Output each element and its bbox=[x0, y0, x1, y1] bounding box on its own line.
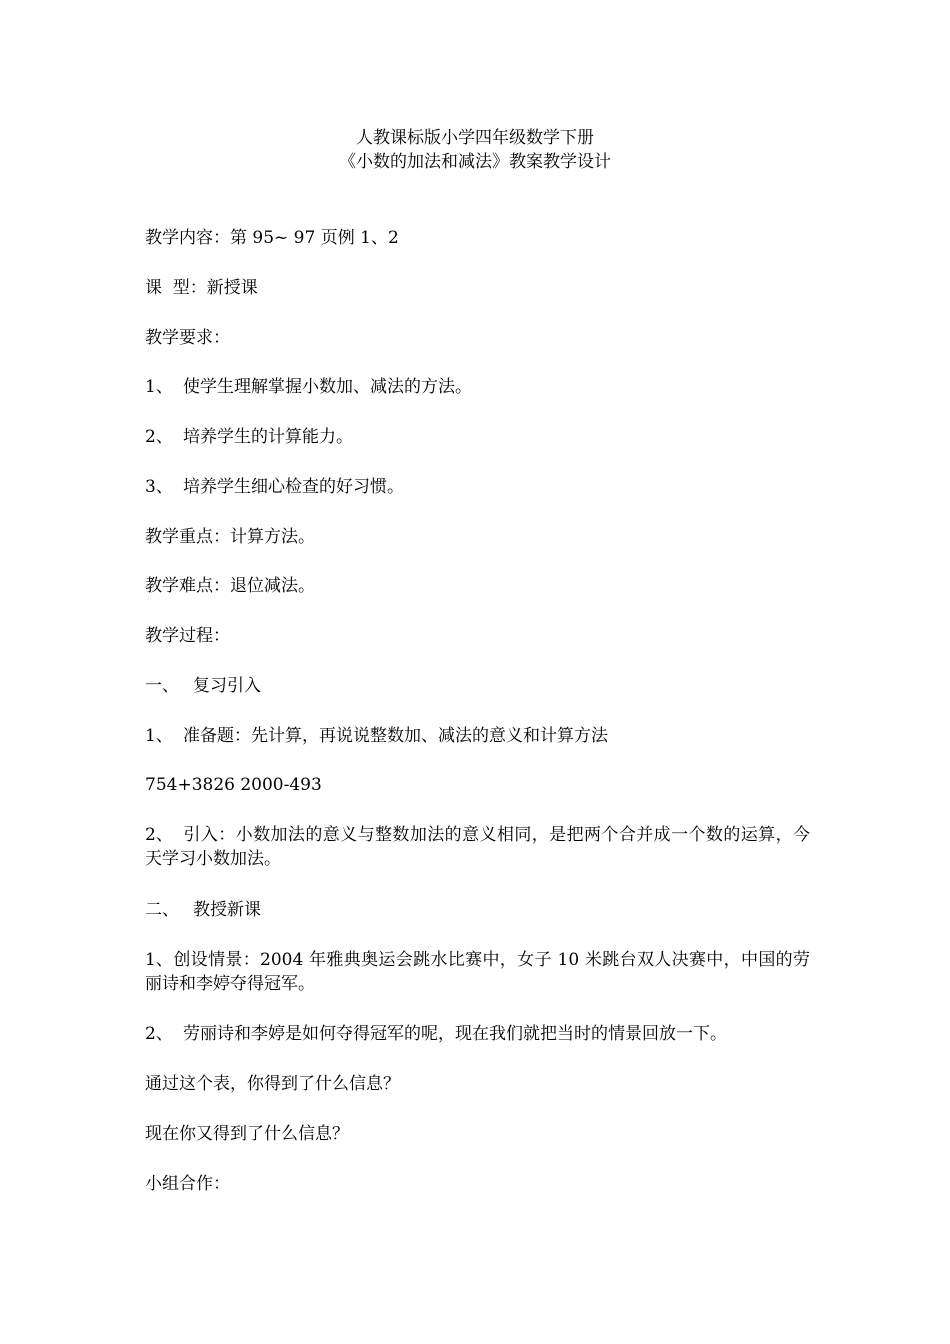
requirement-number: 1、 bbox=[145, 377, 173, 397]
item-text: 引入：小数加法的意义与整数加法的意义相同，是把两个合并成一个数的运算，今天学习小数加法。 bbox=[145, 825, 810, 869]
section-number: 一、 bbox=[145, 676, 179, 696]
item-number: 1、 bbox=[145, 950, 173, 970]
item-text: 劳丽诗和李婷是如何夺得冠军的呢，现在我们就把当时的情景回放一下。 bbox=[183, 1024, 727, 1044]
item-text: 准备题：先计算，再说说整数加、减法的意义和计算方法 bbox=[183, 726, 608, 746]
section-heading-review bbox=[145, 674, 261, 698]
item-number: 1、 bbox=[145, 726, 173, 746]
requirement-text: 培养学生细心检查的好习惯。 bbox=[183, 477, 404, 497]
requirement-item-3 bbox=[145, 475, 404, 499]
section-heading-new-lesson bbox=[145, 898, 261, 922]
review-item-2 bbox=[145, 823, 810, 871]
review-calculation: 754+3826 2000-493 bbox=[145, 775, 322, 795]
question-table-info: 通过这个表，你得到了什么信息？ bbox=[145, 1074, 400, 1094]
process-heading: 教学过程： bbox=[145, 626, 230, 646]
teaching-content: 教学内容：第 95~ 97 页例 1、2 bbox=[145, 228, 399, 248]
new-lesson-item-1 bbox=[145, 948, 810, 996]
difficulty: 教学难点：退位减法。 bbox=[145, 576, 315, 596]
review-item-1 bbox=[145, 724, 608, 748]
section-title: 教授新课 bbox=[193, 900, 261, 920]
requirement-number: 3、 bbox=[145, 477, 173, 497]
requirement-item-1 bbox=[145, 375, 472, 399]
question-new-info: 现在你又得到了什么信息？ bbox=[145, 1124, 349, 1144]
item-number: 2、 bbox=[145, 825, 173, 845]
requirement-text: 培养学生的计算能力。 bbox=[183, 427, 353, 447]
requirement-item-2 bbox=[145, 425, 353, 449]
item-number: 2、 bbox=[145, 1024, 173, 1044]
group-cooperation: 小组合作： bbox=[145, 1174, 230, 1194]
section-number: 二、 bbox=[145, 900, 179, 920]
document-title-line2: 《小数的加法和减法》教案教学设计 bbox=[339, 152, 611, 172]
new-lesson-item-2 bbox=[145, 1022, 727, 1046]
requirement-number: 2、 bbox=[145, 427, 173, 447]
lesson-type: 课 型：新授课 bbox=[145, 278, 258, 298]
item-text: 创设情景：2004 年雅典奥运会跳水比赛中，女子 10 米跳台双人决赛中，中国的劳丽诗和李婷夺得冠军。 bbox=[145, 950, 810, 994]
requirement-text: 使学生理解掌握小数加、减法的方法。 bbox=[183, 377, 472, 397]
requirements-heading: 教学要求： bbox=[145, 328, 230, 348]
key-point: 教学重点：计算方法。 bbox=[145, 527, 315, 547]
document-title-line1: 人教课标版小学四年级数学下册 bbox=[356, 128, 594, 148]
section-title: 复习引入 bbox=[193, 676, 261, 696]
